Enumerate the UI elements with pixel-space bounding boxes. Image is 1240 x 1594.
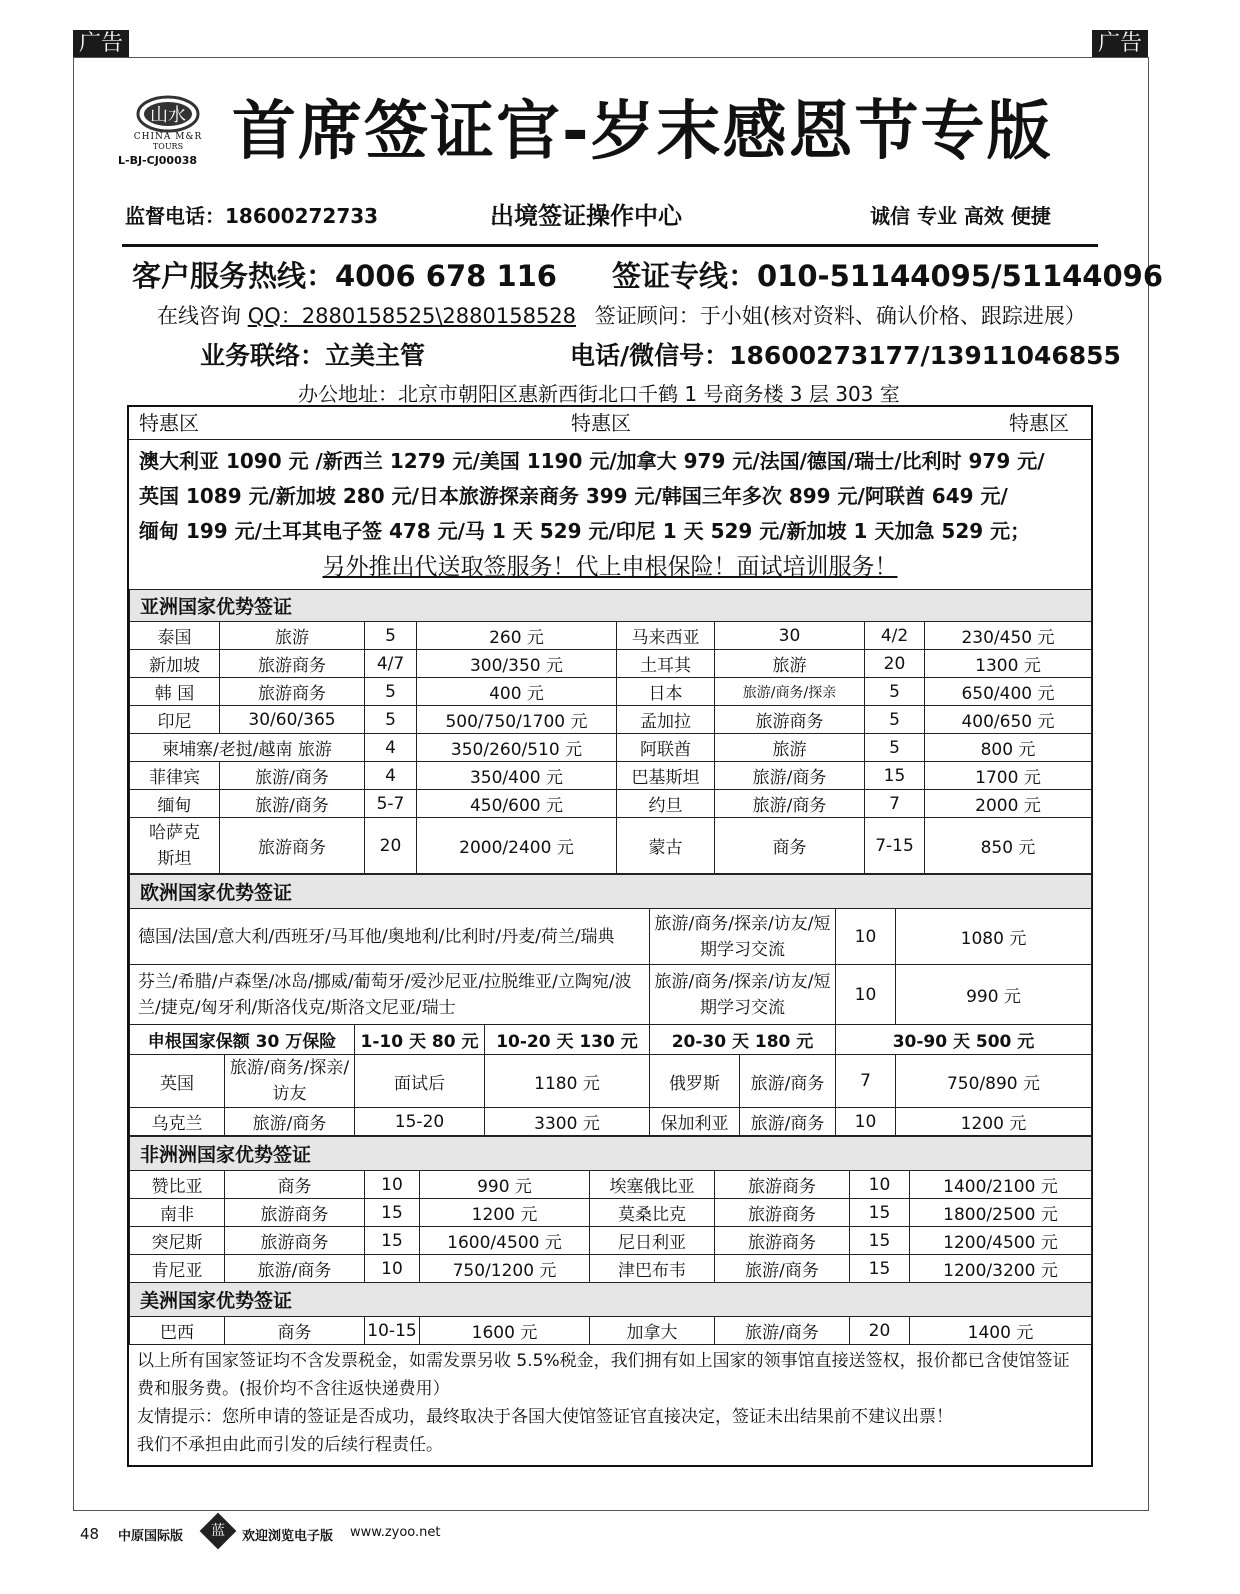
special-header	[129, 407, 1091, 440]
cell: 3300 元	[485, 1108, 650, 1136]
cell: 20-30 天 180 元	[650, 1025, 836, 1055]
cell: 800 元	[925, 734, 1092, 762]
cell: 印尼	[130, 706, 220, 734]
cell-line: 哈萨克	[149, 822, 200, 843]
cell: 1800/2500 元	[910, 1199, 1092, 1227]
special-line: 缅甸 199 元/土耳其电子签 478 元/马 1 天 529 元/印尼 1 天 529 元/新加坡 1 天加急 529 元；	[139, 519, 1031, 543]
business-contact: 业务联络：立美主管	[200, 341, 426, 370]
cell: 650/400 元	[925, 678, 1092, 706]
cell: 旅游/商务/探亲	[715, 678, 865, 706]
cell: 缅甸	[130, 790, 220, 818]
cell: 5-7	[365, 790, 417, 818]
brand-icon	[200, 1513, 237, 1550]
cell: 菲律宾	[130, 762, 220, 790]
cell: 1700 元	[925, 762, 1092, 790]
cell: 日本	[617, 678, 715, 706]
cell: 芬兰/希腊/卢森堡/冰岛/挪威/葡萄牙/爱沙尼亚/拉脱维亚/立陶宛/波兰/捷克/匈牙利/斯洛伐克/斯洛文尼亚/瑞士	[130, 965, 650, 1025]
cell: 1200 元	[420, 1199, 590, 1227]
cell: 10	[836, 1108, 896, 1136]
cell-line: 斯坦	[157, 848, 192, 869]
cell: 旅游/商务	[220, 762, 365, 790]
special-header-center: 特惠区	[571, 411, 631, 435]
cell: 商务	[225, 1171, 365, 1199]
africa-section-title: 非洲洲国家优势签证	[130, 1137, 1092, 1171]
cell: 30-90 天 500 元	[836, 1025, 1092, 1055]
cell: 4/2	[865, 622, 925, 650]
cell: 孟加拉	[617, 706, 715, 734]
cell: 20	[365, 818, 417, 874]
asia-table	[129, 589, 1092, 874]
cell: 阿联酋	[617, 734, 715, 762]
cell: 350/260/510 元	[417, 734, 617, 762]
logo-line1: CHINA M&R	[133, 132, 203, 142]
cell: 2000/2400 元	[417, 818, 617, 874]
cell	[130, 818, 220, 874]
cell: 土耳其	[617, 650, 715, 678]
cell: 5	[365, 622, 417, 650]
cell: 面试后	[355, 1055, 485, 1108]
cell: 旅游/商务	[715, 762, 865, 790]
table-row	[130, 622, 1092, 650]
table-row	[130, 678, 1092, 706]
wechat-contact: 电话/微信号：18600273177/13911046855	[570, 341, 1121, 370]
table-row	[130, 790, 1092, 818]
cell: 巴基斯坦	[617, 762, 715, 790]
cell: 15	[865, 762, 925, 790]
table-row	[130, 734, 1092, 762]
cell: 旅游/商务	[715, 790, 865, 818]
cell: 马来西亚	[617, 622, 715, 650]
cell: 7-15	[865, 818, 925, 874]
cell: 旅游商务	[220, 818, 365, 874]
customer-hotline: 客户服务热线：4006 678 116	[132, 259, 557, 293]
cell: 15	[365, 1227, 420, 1255]
page-title: 首席签证官-岁末感恩节专版	[232, 95, 1053, 169]
cell: 旅游商务	[225, 1227, 365, 1255]
cell: 4/7	[365, 650, 417, 678]
company-logo	[118, 92, 218, 170]
cell: 5	[365, 706, 417, 734]
cell: 15	[850, 1227, 910, 1255]
ad-label-left: 广告	[73, 30, 129, 58]
cell: 德国/法国/意大利/西班牙/马耳他/奥地利/比利时/丹麦/荷兰/瑞典	[130, 909, 650, 965]
cell: 20	[865, 650, 925, 678]
welcome-label: 欢迎浏览电子版	[242, 1529, 334, 1544]
cell: 约旦	[617, 790, 715, 818]
qq-consult	[157, 300, 1086, 330]
table-row	[130, 1171, 1092, 1199]
cell: 商务	[715, 818, 865, 874]
special-header-left: 特惠区	[139, 411, 199, 435]
cell: 10	[836, 909, 896, 965]
cell: 7	[836, 1055, 896, 1108]
cell: 1080 元	[896, 909, 1092, 965]
table-row	[130, 1199, 1092, 1227]
cell: 10	[850, 1171, 910, 1199]
cell: 蒙古	[617, 818, 715, 874]
africa-table	[129, 1136, 1092, 1345]
cell: 500/750/1700 元	[417, 706, 617, 734]
cell: 300/350 元	[417, 650, 617, 678]
cell: 旅游/商务/探亲/访友/短期学习交流	[650, 909, 836, 965]
logo-badge-text: 山水	[150, 105, 186, 126]
cell: 5	[365, 678, 417, 706]
cell: 990 元	[896, 965, 1092, 1025]
table-row	[130, 762, 1092, 790]
table-row	[130, 650, 1092, 678]
cell: 旅游	[715, 650, 865, 678]
cell: 10	[836, 965, 896, 1025]
cell: 30/60/365	[220, 706, 365, 734]
price-board	[127, 405, 1093, 1467]
visa-consultant: 签证顾问：于小姐(核对资料、确认价格、跟踪进展）	[594, 304, 1086, 328]
table-row	[130, 818, 1092, 874]
cell: 尼日利亚	[590, 1227, 715, 1255]
cell: 750/1200 元	[420, 1255, 590, 1283]
cell: 旅游	[715, 734, 865, 762]
cell: 旅游/商务	[225, 1108, 355, 1136]
cell: 15	[365, 1199, 420, 1227]
cell: 7	[865, 790, 925, 818]
table-row	[130, 965, 1092, 1025]
cell: 230/450 元	[925, 622, 1092, 650]
cell: 30	[715, 622, 865, 650]
cell: 申根国家保额 30 万保险	[130, 1025, 355, 1055]
motto: 诚信 专业 高效 便捷	[870, 204, 1051, 228]
cell: 1200/3200 元	[910, 1255, 1092, 1283]
qq-label: 在线咨询	[157, 304, 241, 328]
divider	[122, 244, 1098, 247]
cell: 埃塞俄比亚	[590, 1171, 715, 1199]
cell: 旅游商务	[220, 678, 365, 706]
cell: 旅游/商务	[740, 1108, 836, 1136]
cell: 旅游/商务/探亲/访友/短期学习交流	[650, 965, 836, 1025]
cell: 旅游商务	[715, 1171, 850, 1199]
cell: 15-20	[355, 1108, 485, 1136]
promo-text: 另外推出代送取签服务！代上申根保险！面试培训服务！	[322, 554, 898, 580]
cell: 巴西	[130, 1317, 225, 1345]
cell: 1200 元	[896, 1108, 1092, 1136]
cell: 15	[850, 1255, 910, 1283]
supervise-phone: 监督电话：18600272733	[125, 204, 379, 228]
cell: 旅游/商务	[715, 1317, 850, 1345]
cell: 旅游/商务	[740, 1055, 836, 1108]
ad-label-right: 广告	[1092, 30, 1148, 58]
table-row	[130, 1227, 1092, 1255]
table-row	[130, 706, 1092, 734]
logo-line2: TOURS	[152, 142, 184, 151]
cell: 旅游/商务	[715, 1255, 850, 1283]
cell: 1180 元	[485, 1055, 650, 1108]
cell: 5	[865, 706, 925, 734]
qq-numbers: QQ：2880158525\2880158528	[247, 304, 577, 328]
cell: 俄罗斯	[650, 1055, 740, 1108]
cell: 1200/4500 元	[910, 1227, 1092, 1255]
europe-section-title: 欧洲国家优势签证	[130, 875, 1092, 909]
cell: 旅游/商务	[225, 1255, 365, 1283]
asia-section-title: 亚洲国家优势签证	[130, 590, 1092, 622]
cell: 旅游商务	[715, 1199, 850, 1227]
table-row	[130, 1025, 1092, 1055]
cell: 4	[365, 762, 417, 790]
cell: 英国	[130, 1055, 225, 1108]
cell: 1600/4500 元	[420, 1227, 590, 1255]
cell: 400/650 元	[925, 706, 1092, 734]
license-number: L-BJ-CJ00038	[118, 154, 198, 167]
note-line: 以上所有国家签证均不含发票税金，如需发票另收 5.5%税金，我们拥有如上国家的领事馆直接送签权，报价都已含使馆签证费和服务费。(报价均不含往返快递费用）	[137, 1351, 1070, 1399]
cell: 乌克兰	[130, 1108, 225, 1136]
cell: 加拿大	[590, 1317, 715, 1345]
office-address: 办公地址：北京市朝阳区惠新西街北口千鹤 1 号商务楼 3 层 303 室	[298, 382, 900, 406]
cell: 柬埔寨/老挝/越南 旅游	[130, 734, 365, 762]
special-header-right: 特惠区	[1009, 411, 1069, 435]
cell: 旅游商务	[715, 706, 865, 734]
cell: 260 元	[417, 622, 617, 650]
cell: 10	[365, 1255, 420, 1283]
note-line: 友情提示：您所申请的签证是否成功，最终取决于各国大使馆签证官直接决定，签证未出结果前不建议出票！	[137, 1407, 953, 1427]
cell: 旅游/商务	[220, 790, 365, 818]
cell: 10	[365, 1171, 420, 1199]
cell: 突尼斯	[130, 1227, 225, 1255]
cell: 莫桑比克	[590, 1199, 715, 1227]
cell: 450/600 元	[417, 790, 617, 818]
cell: 泰国	[130, 622, 220, 650]
edition-label: 中原国际版	[118, 1529, 184, 1544]
brand-icon-text: 蓝	[211, 1523, 225, 1539]
special-line: 澳大利亚 1090 元 /新西兰 1279 元/美国 1190 元/加拿大 979 元/法国/德国/瑞士/比利时 979 元/	[139, 449, 1045, 473]
europe-table	[129, 874, 1092, 1136]
america-section-title: 美洲国家优势签证	[130, 1283, 1092, 1317]
cell: 旅游/商务/探亲/访友	[225, 1055, 355, 1108]
visa-hotline: 签证专线：010-51144095/51144096	[612, 259, 1164, 293]
note-line: 我们不承担由此而引发的后续行程责任。	[137, 1435, 443, 1455]
cell: 旅游商务	[225, 1199, 365, 1227]
special-line: 英国 1089 元/新加坡 280 元/日本旅游探亲商务 399 元/韩国三年多次 899 元/阿联酋 649 元/	[139, 484, 1008, 508]
cell: 南非	[130, 1199, 225, 1227]
cell: 15	[850, 1199, 910, 1227]
cell: 400 元	[417, 678, 617, 706]
cell: 10-15	[365, 1317, 420, 1345]
page-number: 48	[80, 1525, 100, 1543]
cell: 商务	[225, 1317, 365, 1345]
cell: 1400 元	[910, 1317, 1092, 1345]
cell: 750/890 元	[896, 1055, 1092, 1108]
cell: 新加坡	[130, 650, 220, 678]
cell: 津巴布韦	[590, 1255, 715, 1283]
table-row	[130, 1055, 1092, 1108]
cell: 旅游商务	[715, 1227, 850, 1255]
promo-line	[129, 549, 1091, 589]
cell: 1600 元	[420, 1317, 590, 1345]
cell: 20	[850, 1317, 910, 1345]
site-url[interactable]: www.zyoo.net	[350, 1525, 441, 1540]
cell: 肯尼亚	[130, 1255, 225, 1283]
cell: 1400/2100 元	[910, 1171, 1092, 1199]
table-row	[130, 909, 1092, 965]
cell: 保加利亚	[650, 1108, 740, 1136]
cell: 韩 国	[130, 678, 220, 706]
table-row	[130, 1255, 1092, 1283]
cell: 5	[865, 678, 925, 706]
cell: 2000 元	[925, 790, 1092, 818]
cell: 5	[865, 734, 925, 762]
cell: 旅游	[220, 622, 365, 650]
table-row	[130, 1108, 1092, 1136]
special-offers	[129, 440, 1091, 589]
cell: 4	[365, 734, 417, 762]
cell: 10-20 天 130 元	[485, 1025, 650, 1055]
cell: 990 元	[420, 1171, 590, 1199]
cell: 350/400 元	[417, 762, 617, 790]
cell: 1300 元	[925, 650, 1092, 678]
operation-center: 出境签证操作中心	[490, 202, 682, 230]
cell: 旅游商务	[220, 650, 365, 678]
table-row	[130, 1317, 1092, 1345]
cell: 赞比亚	[130, 1171, 225, 1199]
cell: 1-10 天 80 元	[355, 1025, 485, 1055]
notes	[129, 1345, 1091, 1465]
cell: 850 元	[925, 818, 1092, 874]
